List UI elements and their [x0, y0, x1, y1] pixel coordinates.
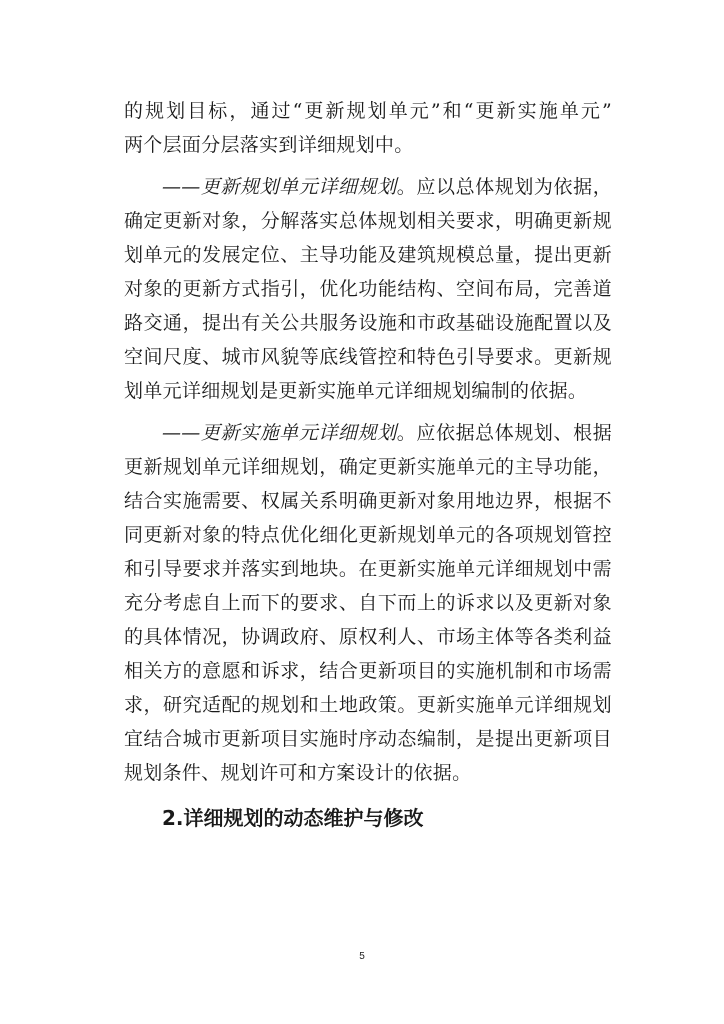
paragraph-first-line: [124, 416, 612, 450]
text-line: 确定更新对象，分解落实总体规划相关要求，明确更新规: [124, 210, 612, 232]
text-line: 的规划目标，通过“更新规划单元”和“更新实施单元”: [124, 100, 612, 122]
text-line: 划单元的发展定位、主导功能及建筑规模总量，提出更新: [124, 244, 612, 266]
text-line: 划单元详细规划是更新实施单元详细规划编制的依据。: [124, 380, 588, 402]
text-line: 和引导要求并落实到地块。在更新实施单元详细规划中需: [124, 558, 612, 580]
section-heading: 2.详细规划的动态维护与修改: [162, 806, 424, 830]
text-line: 同更新对象的特点优化细化更新规划单元的各项规划管控: [124, 524, 612, 546]
paragraph-first-line-rest: 。应依据总体规划、根据: [396, 422, 612, 444]
text-line: 结合实施需要、权属关系明确更新对象用地边界，根据不: [124, 490, 612, 512]
paragraph-update-planning-unit: [124, 170, 612, 408]
text-line: 充分考虑自上而下的要求、自下而上的诉求以及更新对象: [124, 592, 612, 614]
text-line: 相关方的意愿和诉求，结合更新项目的实施机制和市场需: [124, 660, 612, 682]
body-text: [124, 94, 612, 838]
text-line: 更新规划单元详细规划，确定更新实施单元的主导功能，: [124, 456, 612, 478]
text-line: 求，研究适配的规划和土地政策。更新实施单元详细规划: [124, 694, 612, 716]
paragraph-lead: ——更新实施单元详细规划: [162, 422, 397, 444]
text-line: 的具体情况，协调政府、原权利人、市场主体等各类利益: [124, 626, 612, 648]
paragraph-update-implementation-unit: [124, 416, 612, 790]
paragraph-lead: ——更新规划单元详细规划: [162, 176, 397, 198]
paragraph-continuation: [124, 94, 612, 162]
text-line: 宜结合城市更新项目实施时序动态编制，是提出更新项目: [124, 728, 612, 750]
paragraph-first-line: [124, 170, 612, 204]
text-line: 规划条件、规划许可和方案设计的依据。: [124, 762, 472, 784]
text-line: 对象的更新方式指引，优化功能结构、空间布局，完善道: [124, 278, 612, 300]
text-line: 两个层面分层落实到详细规划中。: [124, 134, 414, 156]
text-line: 路交通，提出有关公共服务设施和市政基础设施配置以及: [124, 312, 612, 334]
text-line: 空间尺度、城市风貌等底线管控和特色引导要求。更新规: [124, 346, 612, 368]
page-number: 5: [359, 951, 365, 962]
paragraph-first-line-rest: 。应以总体规划为依据，: [396, 176, 612, 198]
